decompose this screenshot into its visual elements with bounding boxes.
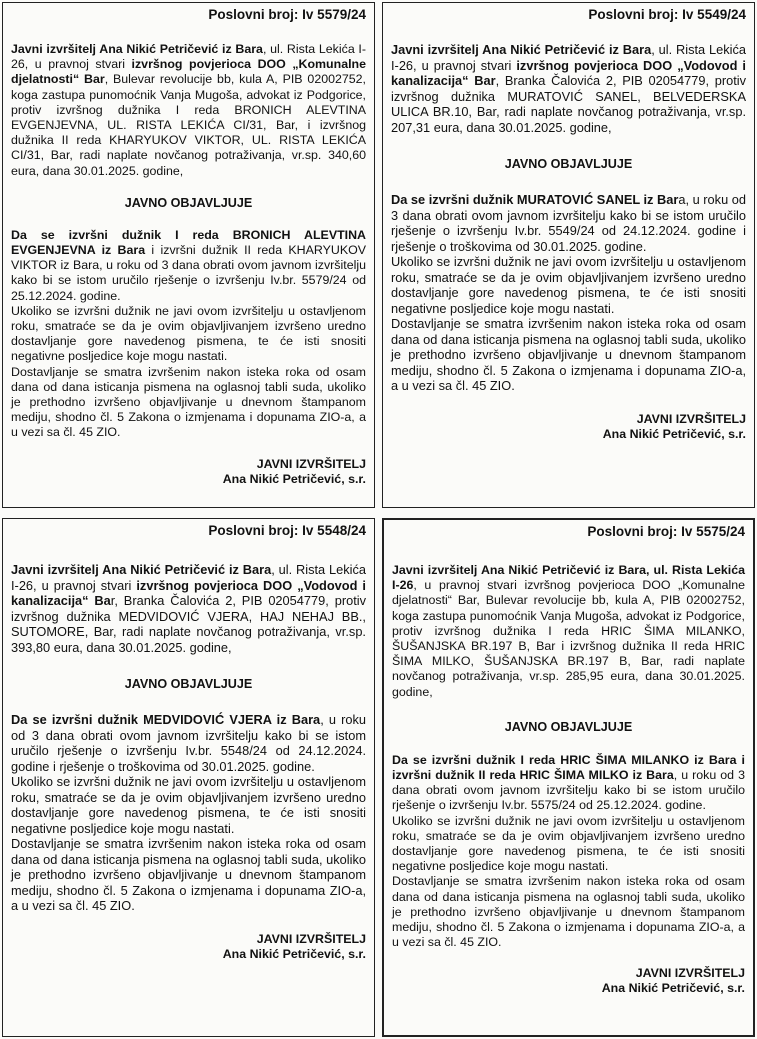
intro-segment: , ul. Rista Lekića I-26, u pravnoj stvari (391, 42, 746, 73)
signature-name: Ana Nikić Petričević, s.r. (222, 471, 366, 486)
intro-segment: izvršnog povjerioca DOO „Vodovod i kanalizacija“ Ba (11, 577, 366, 608)
notice-body-consequence: Ukoliko se izvršni dužnik ne javi ovom izvršitelju u ostavljenom roku, smatraće se da je ovim objavljivanjem izvršeno uredno dostavljanje gore navedenog pismena, te će isti snositi negativne posljedice koje mogu nastati. (11, 303, 366, 364)
body-segment: i izvršni dužnik II reda KHARYUKOV VIKTOR iz Bara, u roku od 3 dana obrati ovom javnom izvršitelju kako bi se istom uručilo rješenje o izvršenju Iv.br. 5579/24 od 25.12.2024. godine. (11, 243, 367, 303)
case-reference: Poslovni broj: Iv 5579/24 (208, 7, 366, 22)
signature-title: JAVNI IZVRŠITELJ (256, 456, 366, 471)
notice-intro (11, 42, 366, 179)
notice-body-main (391, 192, 746, 254)
body-segment: a, u roku od 3 dana obrati ovom javnom izvršitelju kako bi se istom uručilo rješenje o izvršenju Iv.br. 5549/24 od 24.12.2024. godine i rješenje o troškovima od 30.01.2025. godine. (391, 192, 746, 254)
body-segment: Da se izvršni dužnik I reda HRIC ŠIMA MILANKO iz Bara i izvršni dužnik II reda HRIC ŠIMA MILKO iz Bara (392, 752, 745, 783)
notice-body-main (11, 712, 366, 774)
intro-segment: Javni izvršitelj Ana Nikić Petričević iz Bara (11, 562, 272, 577)
body-segment: Da se izvršni dužnik MURATOVIĆ SANEL iz Bar (391, 192, 679, 207)
notice-heading: JAVNO OBJAVLJUJE (504, 157, 633, 171)
notice-intro (392, 563, 745, 700)
notice-body-consequence: Ukoliko se izvršni dužnik ne javi ovom izvršitelju u ostavljenom roku, smatraće se da je ovim objavljivanjem izvršeno uredno dostavljanje gore navedenog pismena, te će isti snositi negativne posljedice koje mogu nastati. (392, 813, 745, 874)
case-reference: Poslovni broj: Iv 5575/24 (587, 524, 745, 539)
signature-name: Ana Nikić Petričević, s.r. (602, 426, 746, 441)
signature (11, 932, 366, 962)
notice-heading: JAVNO OBJAVLJUJE (504, 719, 633, 734)
intro-segment: r, Branka Čalovića 2, PIB 02054779, protiv izvršnog dužnika MEDVIDOVIĆ VJERA, HAJ NEHAJ BB., SUTOMORE, Bar, radi naplate novčanog potraživanja, vr.sp. 393,80 eura, dana 30.01.2025. godine, (11, 593, 366, 655)
signature (11, 457, 366, 487)
notice-heading: JAVNO OBJAVLJUJE (124, 677, 253, 691)
signature-name: Ana Nikić Petričević, s.r. (222, 946, 366, 961)
notice-body-main (11, 228, 366, 304)
notice-body-delivery: Dostavljanje se smatra izvršenim nakon isteka roka od osam dana od dana isticanja pismena na oglasnoj tabli suda, ukoliko je prethodno izvršeno objavljivanje u dnevnom štampanom mediju, shodno čl. 5 Zakona o izmjenama i dopunama ZIO-a, a u vezi sa čl. 45 ZIO. (391, 316, 746, 393)
body-segment: , u roku od 3 dana obrati ovom javnom izvršitelju kako bi se istom uručilo rješenje o izvršenju Iv.br. 5548/24 od 24.12.2024. godine i rješenje o troškovima od 30.01.2025. godine. (11, 712, 367, 774)
signature-name: Ana Nikić Petričević, s.r. (601, 981, 745, 996)
intro-segment: Javni izvršitelj Ana Nikić Petričević iz Bara, ul. Rista Lekića I-26 (392, 563, 745, 593)
signature (391, 412, 746, 442)
notice-heading: JAVNO OBJAVLJUJE (124, 195, 253, 210)
intro-segment: , Branka Čalovića 2, PIB 02054779, protiv izvršnog dužnika MURATOVIĆ SANEL, BELVEDERSKA ULICA BR.10, Bar, radi naplate novčanog potraživanja, vr.sp. 207,31 eura, dana 30.01.2025. godine, (391, 73, 747, 135)
case-reference: Poslovni broj: Iv 5548/24 (208, 523, 366, 538)
notice-iv-5548 (2, 518, 375, 1037)
intro-segment: Javni izvršitelj Ana Nikić Petričević iz Bara (391, 42, 652, 57)
intro-segment: izvršnog povjerioca DOO „Vodovod i kanalizacija“ Bar (391, 57, 746, 88)
notice-body-consequence: Ukoliko se izvršni dužnik ne javi ovom izvršitelju u ostavljenom roku, smatraće se da je ovim objavljivanjem izvršeno uredno dostavljanje gore navedenog pismena, te će isti snositi negativne posljedice koje mogu nastati. (391, 254, 746, 316)
intro-segment: , Bulevar revolucije bb, kula A, PIB 02002752, koga zastupa punomoćnik Vanja Mugoša, advokat iz Podgorice, protiv izvršnog dužnika I reda BRONICH ALEVTINA EVGENJEVNA, UL. RISTA LEKIĆA CI/31, Bar, i izvršnog dužnika II reda KHARYUKOV VIKTOR, UL. RISTA LEKIĆA CI/31, Bar, radi naplate novčanog potraživanja, vr.sp. 340,60 eura, dana 30.01.2025. godine, (11, 72, 366, 178)
intro-segment: izvršnog povjerioca DOO „Komunalne djelatnosti“ Bar (11, 57, 366, 87)
signature-title: JAVNI IZVRŠITELJ (636, 411, 746, 426)
notice-body-delivery: Dostavljanje se smatra izvršenim nakon isteka roka od osam dana od dana isticanja pismena na oglasnoj tabli suda, ukoliko je prethodno izvršeno objavljivanje u dnevnom štampanom mediju, shodno čl. 5 Zakona o izmjenama i dopunama ZIO-a, a u vezi sa čl. 45 ZIO. (392, 874, 745, 950)
notice-intro (11, 562, 366, 655)
notice-iv-5549 (382, 2, 755, 508)
notice-intro (391, 42, 746, 135)
body-segment: Da se izvršni dužnik MEDVIDOVIĆ VJERA iz Bara (11, 712, 321, 727)
intro-segment: , ul. Rista Lekića I-26, u pravnoj stvari (11, 562, 366, 593)
intro-segment: , u pravnoj stvari izvršnog povjerioca DOO „Komunalne djelatnosti“ Bar, Bulevar revolucije bb, kula A, PIB 02002752, koga zastupa punomoćnik Vanja Mugoša, advokat iz Podgorice, protiv izvršnog dužnika I reda HRIC ŠIMA MILANKO, ŠUŠANJSKA BR.197 B, Bar i izvršnog dužnika II reda HRIC ŠIMA MILKO, ŠUŠANJSKA BR.197 B, Bar, radi naplate novčanog potraživanja, vr.sp. 285,95 eura, dana 30.01.2025. godine, (392, 578, 745, 699)
notice-body-delivery: Dostavljanje se smatra izvršenim nakon isteka roka od osam dana od dana isticanja pismena na oglasnoj tabli suda, ukoliko je prethodno izvršeno objavljivanje u dnevnom štampanom mediju, shodno čl. 5 Zakona o izmjenama i dopunama ZIO-a, a u vezi sa čl. 45 ZIO. (11, 364, 366, 440)
notice-body-delivery: Dostavljanje se smatra izvršenim nakon isteka roka od osam dana od dana isticanja pismena na oglasnoj tabli suda, ukoliko je prethodno izvršeno objavljivanje u dnevnom štampanom mediju, shodno čl. 5 Zakona o izmjenama i dopunama ZIO-a, a u vezi sa čl. 45 ZIO. (11, 836, 366, 913)
signature (392, 966, 745, 996)
notice-iv-5575 (382, 518, 755, 1037)
notice-body-main (392, 753, 745, 814)
notice-iv-5579 (2, 2, 375, 508)
notice-body-consequence: Ukoliko se izvršni dužnik ne javi ovom izvršitelju u ostavljenom roku, smatraće se da je ovim objavljivanjem izvršeno uredno dostavljanje gore navedenog pismena, te će isti snositi negativne posljedice koje mogu nastati. (11, 774, 366, 836)
body-segment: Da se izvršni dužnik I reda BRONICH ALEVTINA EVGENJEVNA iz Bara (11, 227, 366, 258)
intro-segment: Javni izvršitelj Ana Nikić Petričević iz Bara (11, 42, 263, 56)
signature-title: JAVNI IZVRŠITELJ (256, 931, 366, 946)
case-reference: Poslovni broj: Iv 5549/24 (588, 7, 746, 22)
signature-title: JAVNI IZVRŠITELJ (635, 966, 745, 981)
intro-segment: , ul. Rista Lekića I-26, u pravnoj stvari (11, 42, 367, 72)
body-segment: , u roku od 3 dana obrati ovom javnom izvršitelju kako bi se istom uručilo rješenje o izvršenju Iv.br. 5575/24 od 25.12.2024. godine. (392, 768, 746, 813)
